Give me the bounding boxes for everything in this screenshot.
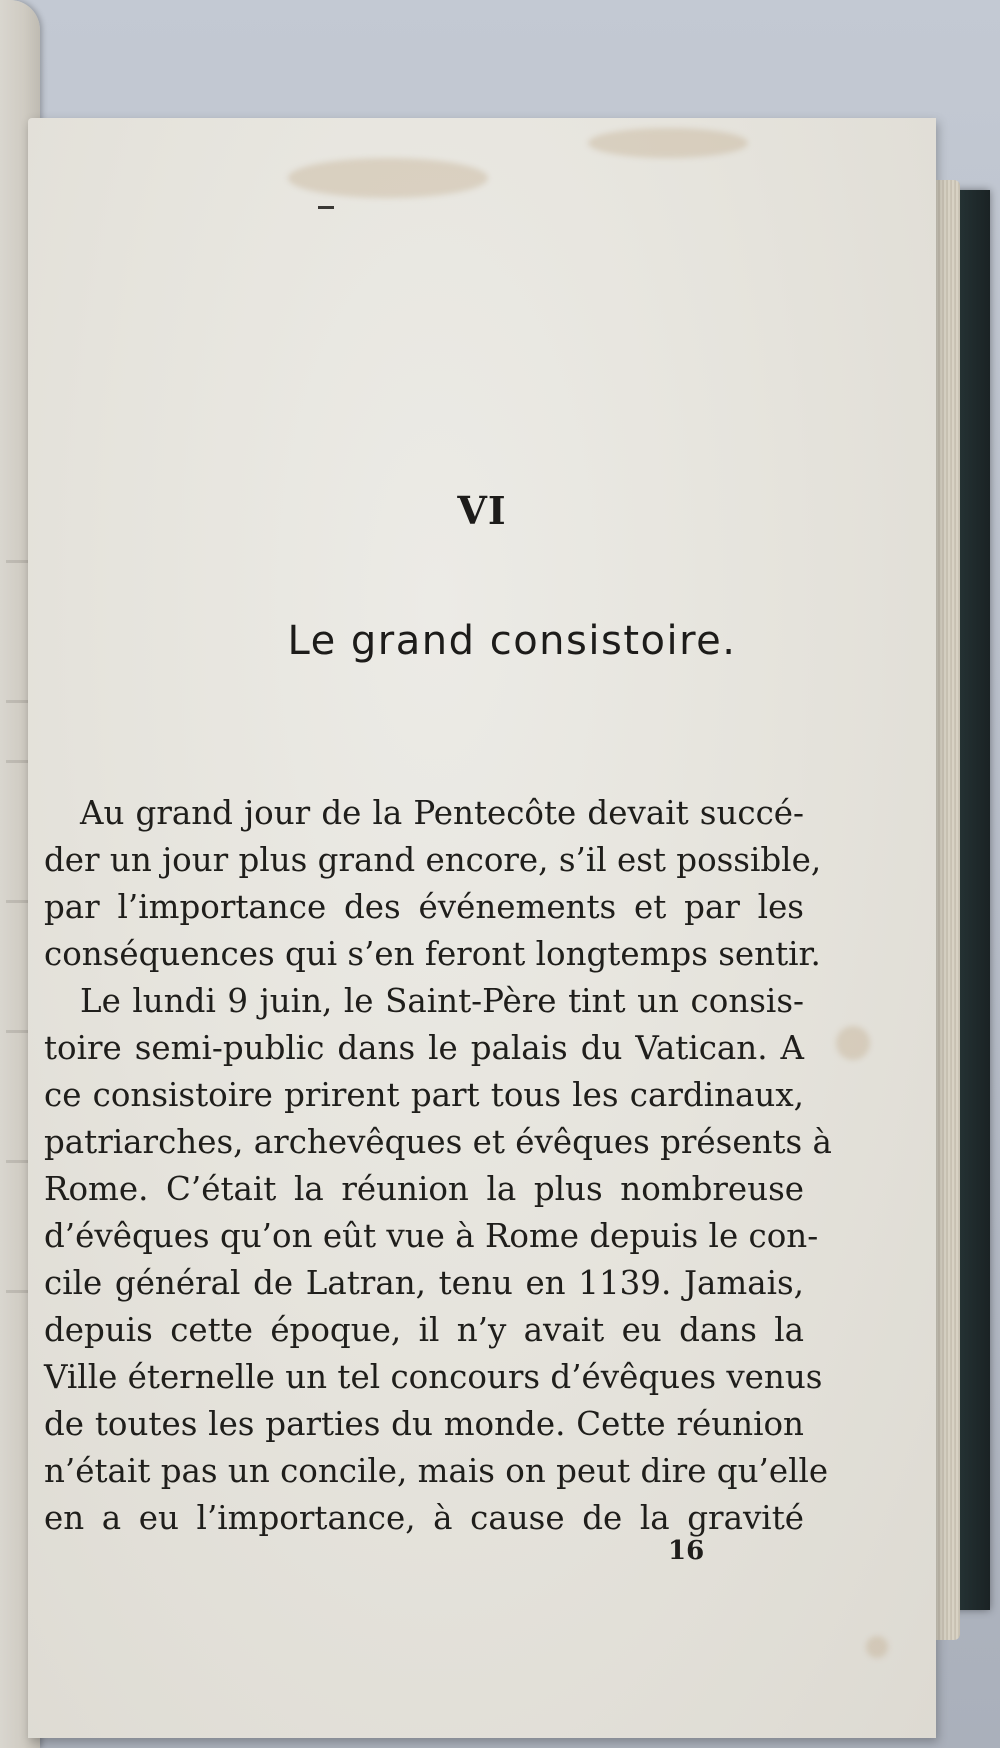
foxing-stain	[288, 158, 488, 198]
text-line: d’évêques qu’on eût vue à Rome depuis le con-	[44, 1217, 819, 1255]
foxing-stain	[588, 128, 748, 158]
text-line: de toutes les parties du monde. Cette réunion	[44, 1405, 804, 1443]
foxing-stain	[836, 1026, 870, 1060]
body-text	[44, 790, 832, 1542]
book-page	[28, 118, 936, 1738]
text-line: par l’importance des événements et par les	[44, 888, 804, 926]
text-line: Rome. C’était la réunion la plus nombreuse	[44, 1170, 804, 1208]
text-line: n’était pas un concile, mais on peut dire qu’elle	[44, 1452, 829, 1490]
chapter-number: VI	[457, 488, 507, 533]
text-line: patriarches, archevêques et évêques présents à	[44, 1123, 832, 1161]
text-line: depuis cette époque, il n’y avait eu dans la	[44, 1311, 804, 1349]
text-line: Au grand jour de la Pentecôte devait succé-	[80, 794, 804, 832]
page-number: 16	[668, 1536, 705, 1566]
foxing-stain	[866, 1636, 888, 1658]
text-line: der un jour plus grand encore, s’il est possible,	[44, 841, 822, 879]
printer-mark	[318, 206, 334, 209]
text-line: en a eu l’importance, à cause de la gravité	[44, 1499, 804, 1537]
text-line: toire semi-public dans le palais du Vatican. A	[44, 1029, 804, 1067]
text-line: Ville éternelle un tel concours d’évêques venus	[44, 1358, 823, 1396]
chapter-title: Le grand consistoire.	[287, 618, 737, 664]
text-line: ce consistoire prirent part tous les cardinaux,	[44, 1076, 804, 1114]
text-line: Le lundi 9 juin, le Saint-Père tint un consis-	[80, 982, 804, 1020]
text-line: conséquences qui s’en feront longtemps sentir.	[44, 935, 821, 973]
text-line: cile général de Latran, tenu en 1139. Jamais,	[44, 1264, 804, 1302]
